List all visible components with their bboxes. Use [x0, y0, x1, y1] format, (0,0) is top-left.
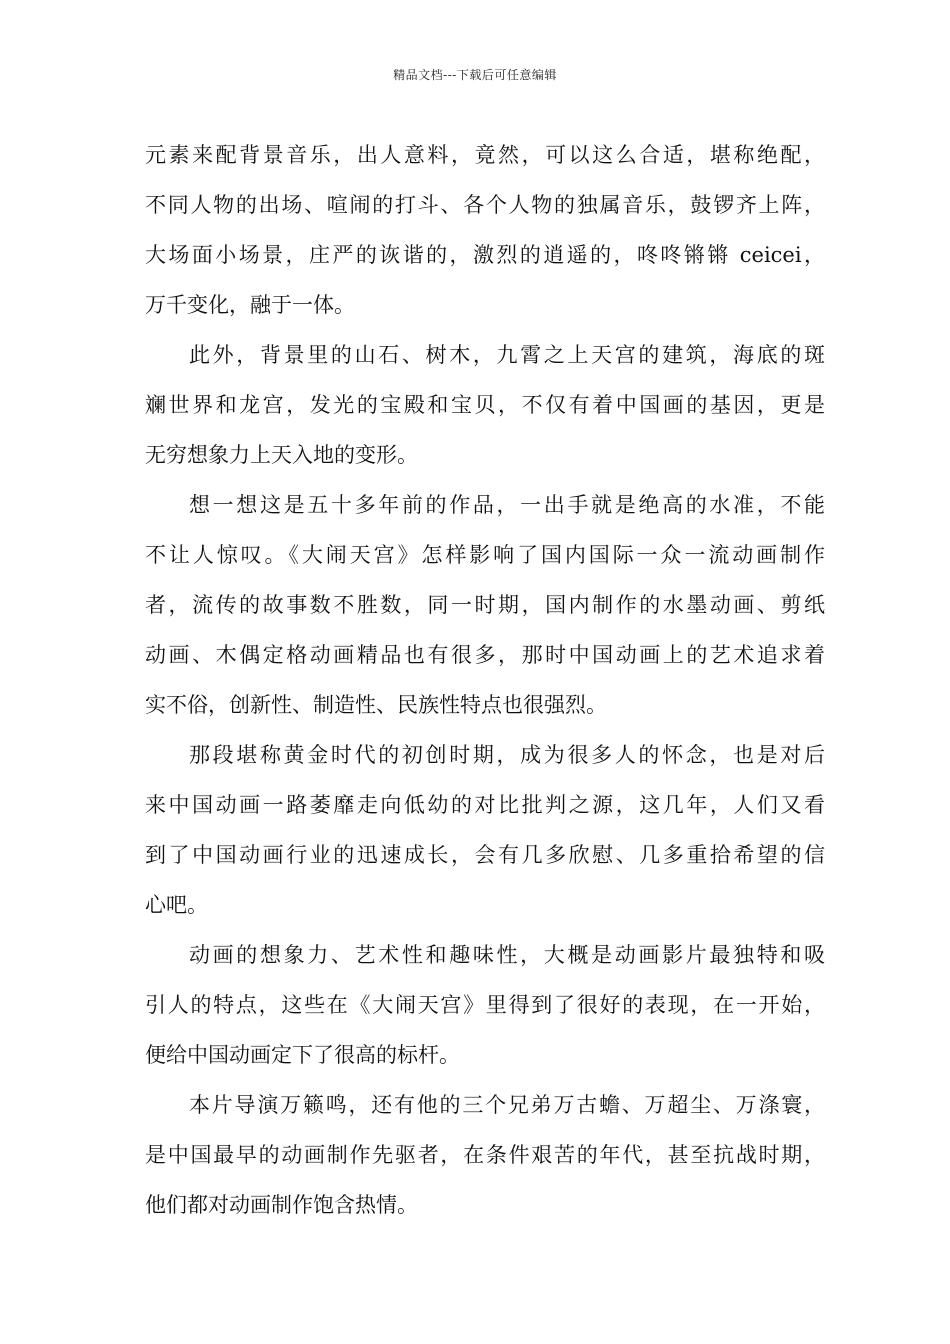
paragraph-line: 那段堪称黄金时代的初创时期，成为很多人的怀念，也是对后 [189, 743, 825, 767]
paragraph-line: 不同人物的出场、喧闹的打斗、各个人物的独属音乐，鼓锣齐上阵， [145, 193, 825, 217]
paragraph-line: 来中国动画一路萎靡走向低幼的对比批判之源，这几年，人们又看 [145, 793, 825, 817]
paragraph-line: 大场面小场景，庄严的诙谐的，激烈的逍遥的，咚咚锵锵 ceicei， [145, 243, 825, 267]
paragraph-line: 此外，背景里的山石、树木，九霄之上天宫的建筑，海底的斑 [189, 343, 825, 367]
paragraph [145, 1080, 825, 1230]
paragraph-line: 引人的特点，这些在《大闹天宫》里得到了很好的表现，在一开始， [145, 993, 825, 1017]
page-header: 精品文档---下载后可任意编辑 [393, 68, 557, 82]
paragraph [145, 480, 825, 730]
paragraph-line: 不让人惊叹。《大闹天宫》怎样影响了国内国际一众一流动画制作 [145, 543, 825, 567]
paragraph-line: 便给中国动画定下了很高的标杆。 [145, 1043, 460, 1067]
paragraph [145, 930, 825, 1080]
paragraph [145, 330, 825, 480]
paragraph-line: 者，流传的故事数不胜数，同一时期，国内制作的水墨动画、剪纸 [145, 593, 825, 617]
paragraph-line: 他们都对动画制作饱含热情。 [145, 1193, 418, 1217]
paragraph-line: 动画、木偶定格动画精品也有很多，那时中国动画上的艺术追求着 [145, 643, 825, 667]
paragraph-line: 动画的想象力、艺术性和趣味性，大概是动画影片最独特和吸 [189, 943, 825, 967]
paragraph-line: 元素来配背景音乐，出人意料，竟然，可以这么合适，堪称绝配， [145, 143, 825, 167]
paragraph-line: 本片导演万籁鸣，还有他的三个兄弟万古蟾、万超尘、万涤寰， [189, 1093, 825, 1117]
document-body [145, 130, 825, 1230]
paragraph-line: 心吧。 [145, 893, 208, 917]
paragraph [145, 730, 825, 930]
paragraph-line: 是中国最早的动画制作先驱者，在条件艰苦的年代，甚至抗战时期， [145, 1143, 825, 1167]
paragraph-line: 想一想这是五十多年前的作品，一出手就是绝高的水准，不能 [189, 493, 825, 517]
paragraph-line: 到了中国动画行业的迅速成长，会有几多欣慰、几多重拾希望的信 [145, 843, 825, 867]
paragraph-line: 无穷想象力上天入地的变形。 [145, 443, 418, 467]
paragraph-line: 实不俗，创新性、制造性、民族性特点也很强烈。 [145, 693, 607, 717]
paragraph-line: 斓世界和龙宫，发光的宝殿和宝贝，不仅有着中国画的基因，更是 [145, 393, 825, 417]
paragraph-line: 万千变化，融于一体。 [145, 293, 355, 317]
paragraph [145, 130, 825, 330]
